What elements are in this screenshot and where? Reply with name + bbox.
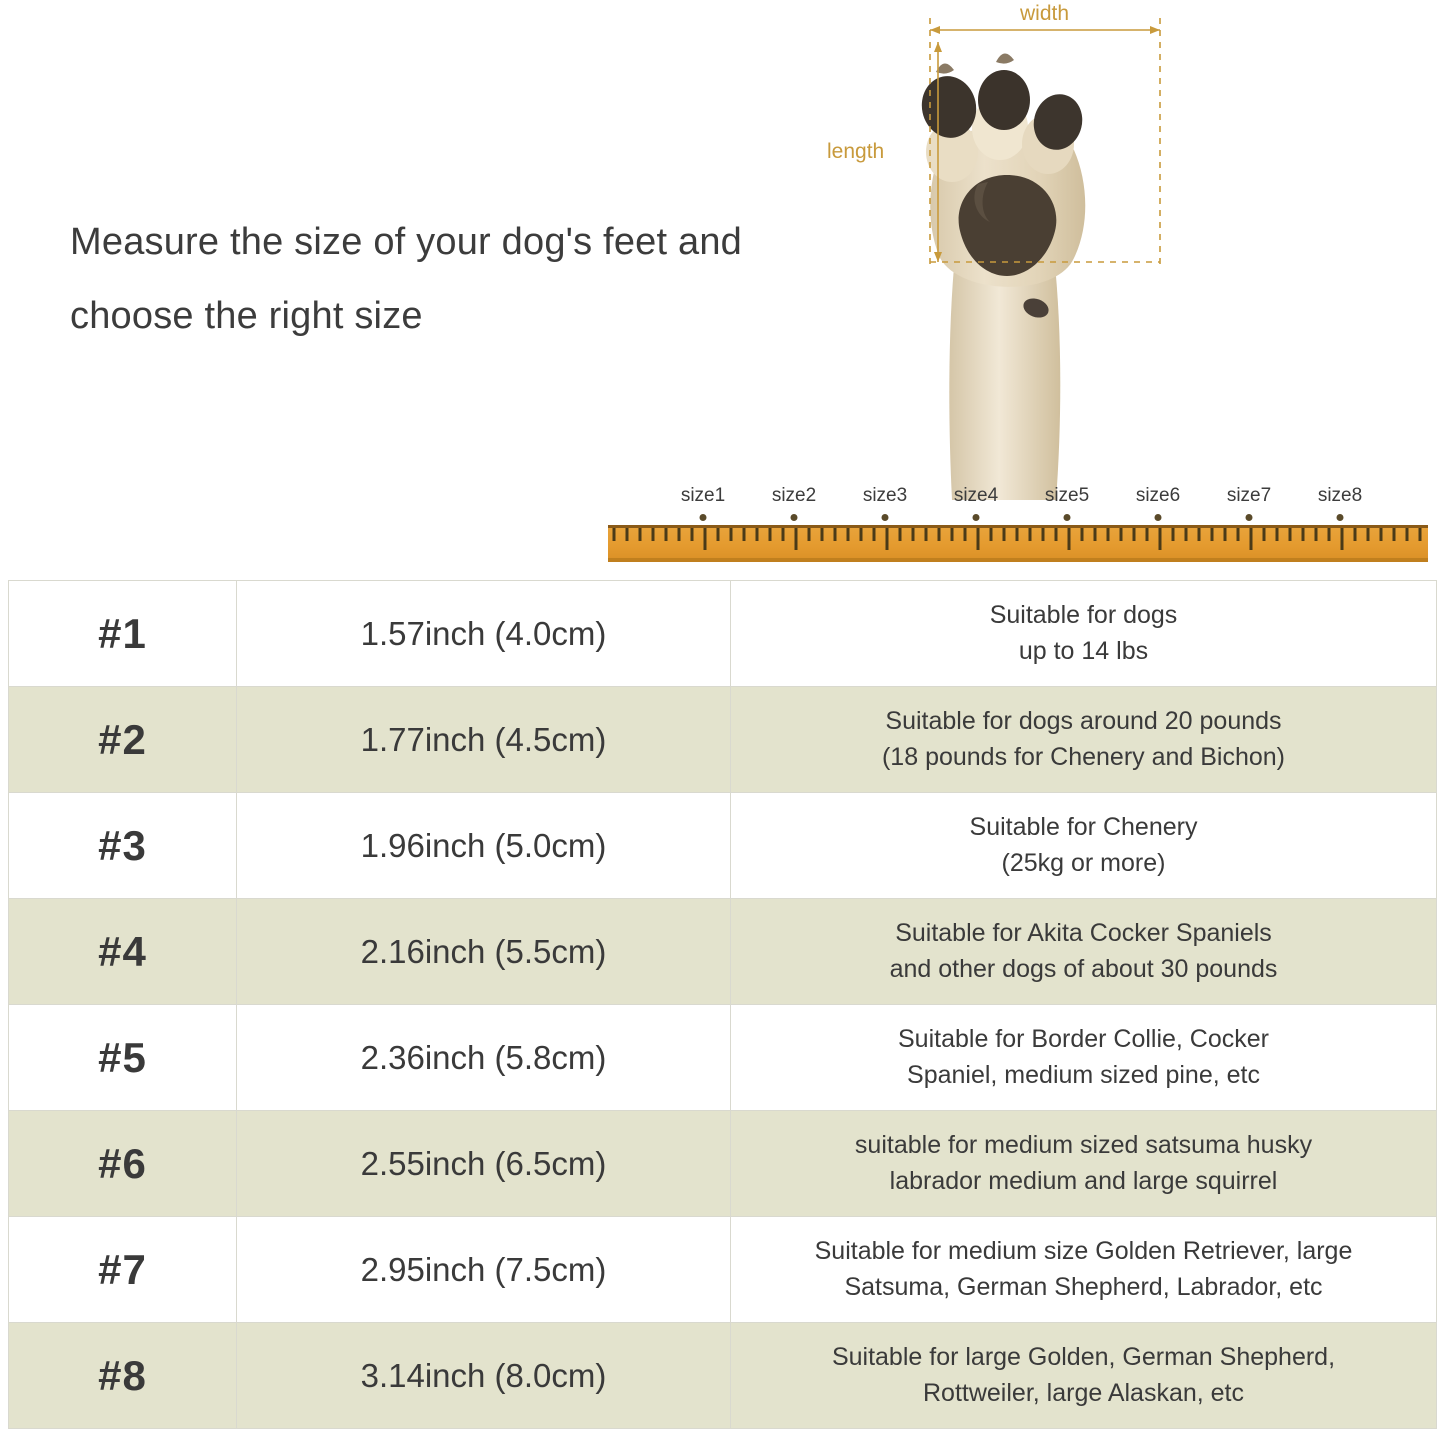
ruler-tick [613,528,616,541]
size-description-cell: Suitable for large Golden, German Shepherd, Rottweiler, large Alaskan, etc [731,1323,1437,1429]
ruler-tick [1159,528,1162,550]
width-dimension-label: width [1020,2,1070,25]
ruler-tick [1302,528,1305,541]
ruler-tick [1328,528,1331,541]
size-chart-table [8,580,1437,1429]
ruler-tick [1419,528,1422,541]
ruler-tick [1120,528,1123,541]
ruler-tick [977,528,980,550]
size-measurement-cell: 1.57inch (4.0cm) [237,581,731,687]
size-measurement-cell: 2.95inch (7.5cm) [237,1217,731,1323]
ruler-tick [769,528,772,541]
ruler-tick [626,528,629,541]
ruler-tick [1003,528,1006,541]
ruler-label-7: size7 [1226,485,1272,506]
ruler-tick [1029,528,1032,541]
table-row [9,1217,1437,1323]
ruler-tick [1380,528,1383,541]
ruler-tick [1250,528,1253,550]
size-number-cell: #6 [9,1111,237,1217]
ruler-tick [756,528,759,541]
size-measurement-cell: 1.96inch (5.0cm) [237,793,731,899]
ruler-tick [1367,528,1370,541]
ruler-tick [1198,528,1201,541]
table-row [9,793,1437,899]
ruler-marker-5 [1064,514,1071,521]
ruler-tick [1289,528,1292,541]
ruler-tick [1354,528,1357,541]
ruler-tick [1068,528,1071,550]
ruler-marker-6 [1155,514,1162,521]
ruler-tick [938,528,941,541]
ruler-tick [1081,528,1084,541]
ruler-tick [1224,528,1227,541]
ruler-label-4: size4 [953,485,999,506]
size-measurement-cell: 2.16inch (5.5cm) [237,899,731,1005]
ruler-tick [1406,528,1409,541]
ruler-tick [834,528,837,541]
ruler-label-row [608,485,1428,511]
size-measurement-cell: 2.55inch (6.5cm) [237,1111,731,1217]
ruler-tick [873,528,876,541]
size-description-cell: Suitable for dogs around 20 pounds (18 pounds for Chenery and Bichon) [731,687,1437,793]
size-description-cell: suitable for medium sized satsuma husky labrador medium and large squirrel [731,1111,1437,1217]
ruler-tick [1393,528,1396,541]
page-title: Measure the size of your dog's feet and choose the right size [70,221,743,338]
size-number-cell: #1 [9,581,237,687]
ruler-tick [1237,528,1240,541]
ruler-tick [743,528,746,541]
ruler-tick [1185,528,1188,541]
size-description-cell: Suitable for dogs up to 14 lbs [731,581,1437,687]
ruler-tick [795,528,798,550]
ruler-tick [1055,528,1058,541]
ruler-label-8: size8 [1317,485,1363,506]
ruler-tick [1341,528,1344,550]
ruler-label-6: size6 [1135,485,1181,506]
table-row [9,581,1437,687]
ruler-label-2: size2 [771,485,817,506]
ruler-tick [899,528,902,541]
ruler-marker-1 [700,514,707,521]
ruler-tick [1094,528,1097,541]
ruler-tick [678,528,681,541]
ruler-tick [639,528,642,541]
ruler-tick [782,528,785,541]
ruler-tick [886,528,889,550]
ruler-marker-8 [1337,514,1344,521]
size-measurement-cell: 2.36inch (5.8cm) [237,1005,731,1111]
ruler-tick [1146,528,1149,541]
ruler-tick [1042,528,1045,541]
paw-illustration [820,0,1240,500]
ruler-tick [652,528,655,541]
ruler-tick [951,528,954,541]
size-number-cell: #7 [9,1217,237,1323]
ruler-tick [704,528,707,550]
size-number-cell: #4 [9,899,237,1005]
ruler-tick [665,528,668,541]
size-description-cell: Suitable for Akita Cocker Spaniels and other dogs of about 30 pounds [731,899,1437,1005]
size-description-cell: Suitable for Border Collie, Cocker Spaniel, medium sized pine, etc [731,1005,1437,1111]
size-measurement-cell: 1.77inch (4.5cm) [237,687,731,793]
size-description-cell: Suitable for Chenery (25kg or more) [731,793,1437,899]
ruler-tick [1315,528,1318,541]
ruler-tick [860,528,863,541]
table-row [9,1111,1437,1217]
ruler-tick [964,528,967,541]
ruler-tick [1263,528,1266,541]
ruler-tick [990,528,993,541]
ruler-tick [808,528,811,541]
ruler-tick [1016,528,1019,541]
ruler-size-markers [608,511,1428,525]
dog-paw-photo [820,0,1240,500]
ruler-tick [1172,528,1175,541]
table-row [9,1005,1437,1111]
size-number-cell: #3 [9,793,237,899]
ruler-tick [1211,528,1214,541]
ruler-marker-7 [1246,514,1253,521]
size-measurement-cell: 3.14inch (8.0cm) [237,1323,731,1429]
ruler-marker-4 [973,514,980,521]
length-dimension-label: length [827,140,885,163]
ruler-label-3: size3 [862,485,908,506]
ruler-tick [912,528,915,541]
ruler-tick [1276,528,1279,541]
ruler-tick [730,528,733,541]
ruler-bar [608,525,1428,562]
size-number-cell: #2 [9,687,237,793]
ruler-tick [821,528,824,541]
ruler-marker-3 [882,514,889,521]
table-row [9,899,1437,1005]
table-row [9,1323,1437,1429]
table-row [9,687,1437,793]
ruler-tick [1107,528,1110,541]
size-ruler [608,485,1428,570]
ruler-tick [717,528,720,541]
ruler-tick [847,528,850,541]
ruler-tick [925,528,928,541]
ruler-marker-2 [791,514,798,521]
size-description-cell: Suitable for medium size Golden Retriever, large Satsuma, German Shepherd, Labrador, etc [731,1217,1437,1323]
size-number-cell: #5 [9,1005,237,1111]
size-number-cell: #8 [9,1323,237,1429]
ruler-label-5: size5 [1044,485,1090,506]
ruler-tick [1133,528,1136,541]
ruler-label-1: size1 [680,485,726,506]
ruler-tick [691,528,694,541]
